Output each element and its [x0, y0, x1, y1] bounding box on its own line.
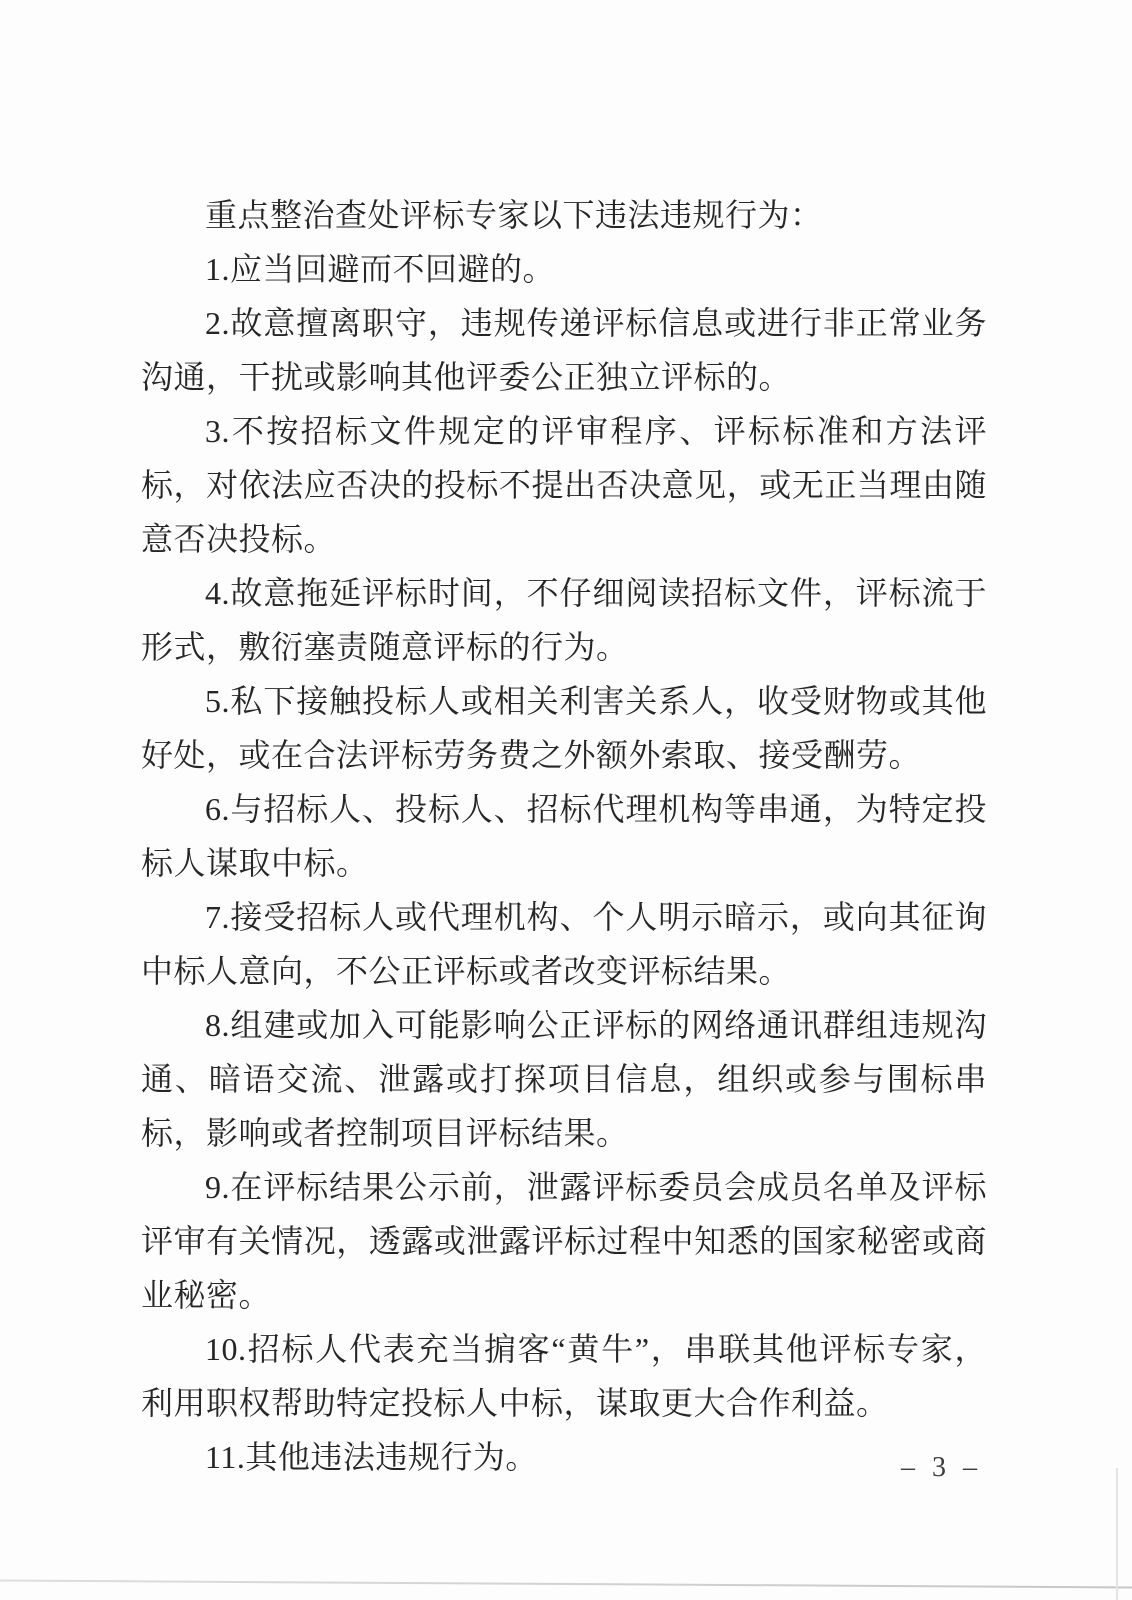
intro-paragraph: 重点整治查处评标专家以下违法违规行为：: [205, 197, 823, 233]
scan-edge-bottom-line: [0, 1579, 1132, 1588]
violation-item-9: 9.在评标结果公示前，泄露评标委员会成员名单及评标评审有关情况，透露或泄露评标过程中知悉的国家秘密或商业秘密。: [141, 1169, 987, 1313]
violation-item-5: 5.私下接触投标人或相关利害关系人，收受财物或其他好处，或在合法评标劳务费之外额外索取、接受酬劳。: [141, 683, 987, 773]
violation-item-7: 7.接受招标人或代理机构、个人明示暗示，或向其征询中标人意向，不公正评标或者改变评标结果。: [141, 899, 987, 989]
violation-item-11: 11.其他违法违规行为。: [205, 1439, 538, 1475]
violation-item-4: 4.故意拖延评标时间，不仔细阅读招标文件，评标流于形式，敷衍塞责随意评标的行为。: [141, 575, 987, 665]
violation-item-2: 2.故意擅离职守，违规传递评标信息或进行非正常业务沟通，干扰或影响其他评委公正独立评标的。: [141, 305, 987, 395]
page-number: – 3 –: [901, 1452, 982, 1483]
document-body: [141, 188, 987, 1484]
violation-item-6: 6.与招标人、投标人、招标代理机构等串通，为特定投标人谋取中标。: [141, 791, 987, 881]
scan-edge-right-line: [1116, 1468, 1118, 1600]
violation-item-3: 3.不按招标文件规定的评审程序、评标标准和方法评标，对依法应否决的投标不提出否决意见，或无正当理由随意否决投标。: [141, 413, 987, 557]
violation-item-1: 1.应当回避而不回避的。: [205, 251, 556, 287]
violation-item-10: 10.招标人代表充当掮客“黄牛”，串联其他评标专家，利用职权帮助特定投标人中标，谋取更大合作利益。: [141, 1331, 987, 1421]
violation-item-8: 8.组建或加入可能影响公正评标的网络通讯群组违规沟通、暗语交流、泄露或打探项目信息，组织或参与围标串标，影响或者控制项目评标结果。: [141, 1007, 987, 1151]
